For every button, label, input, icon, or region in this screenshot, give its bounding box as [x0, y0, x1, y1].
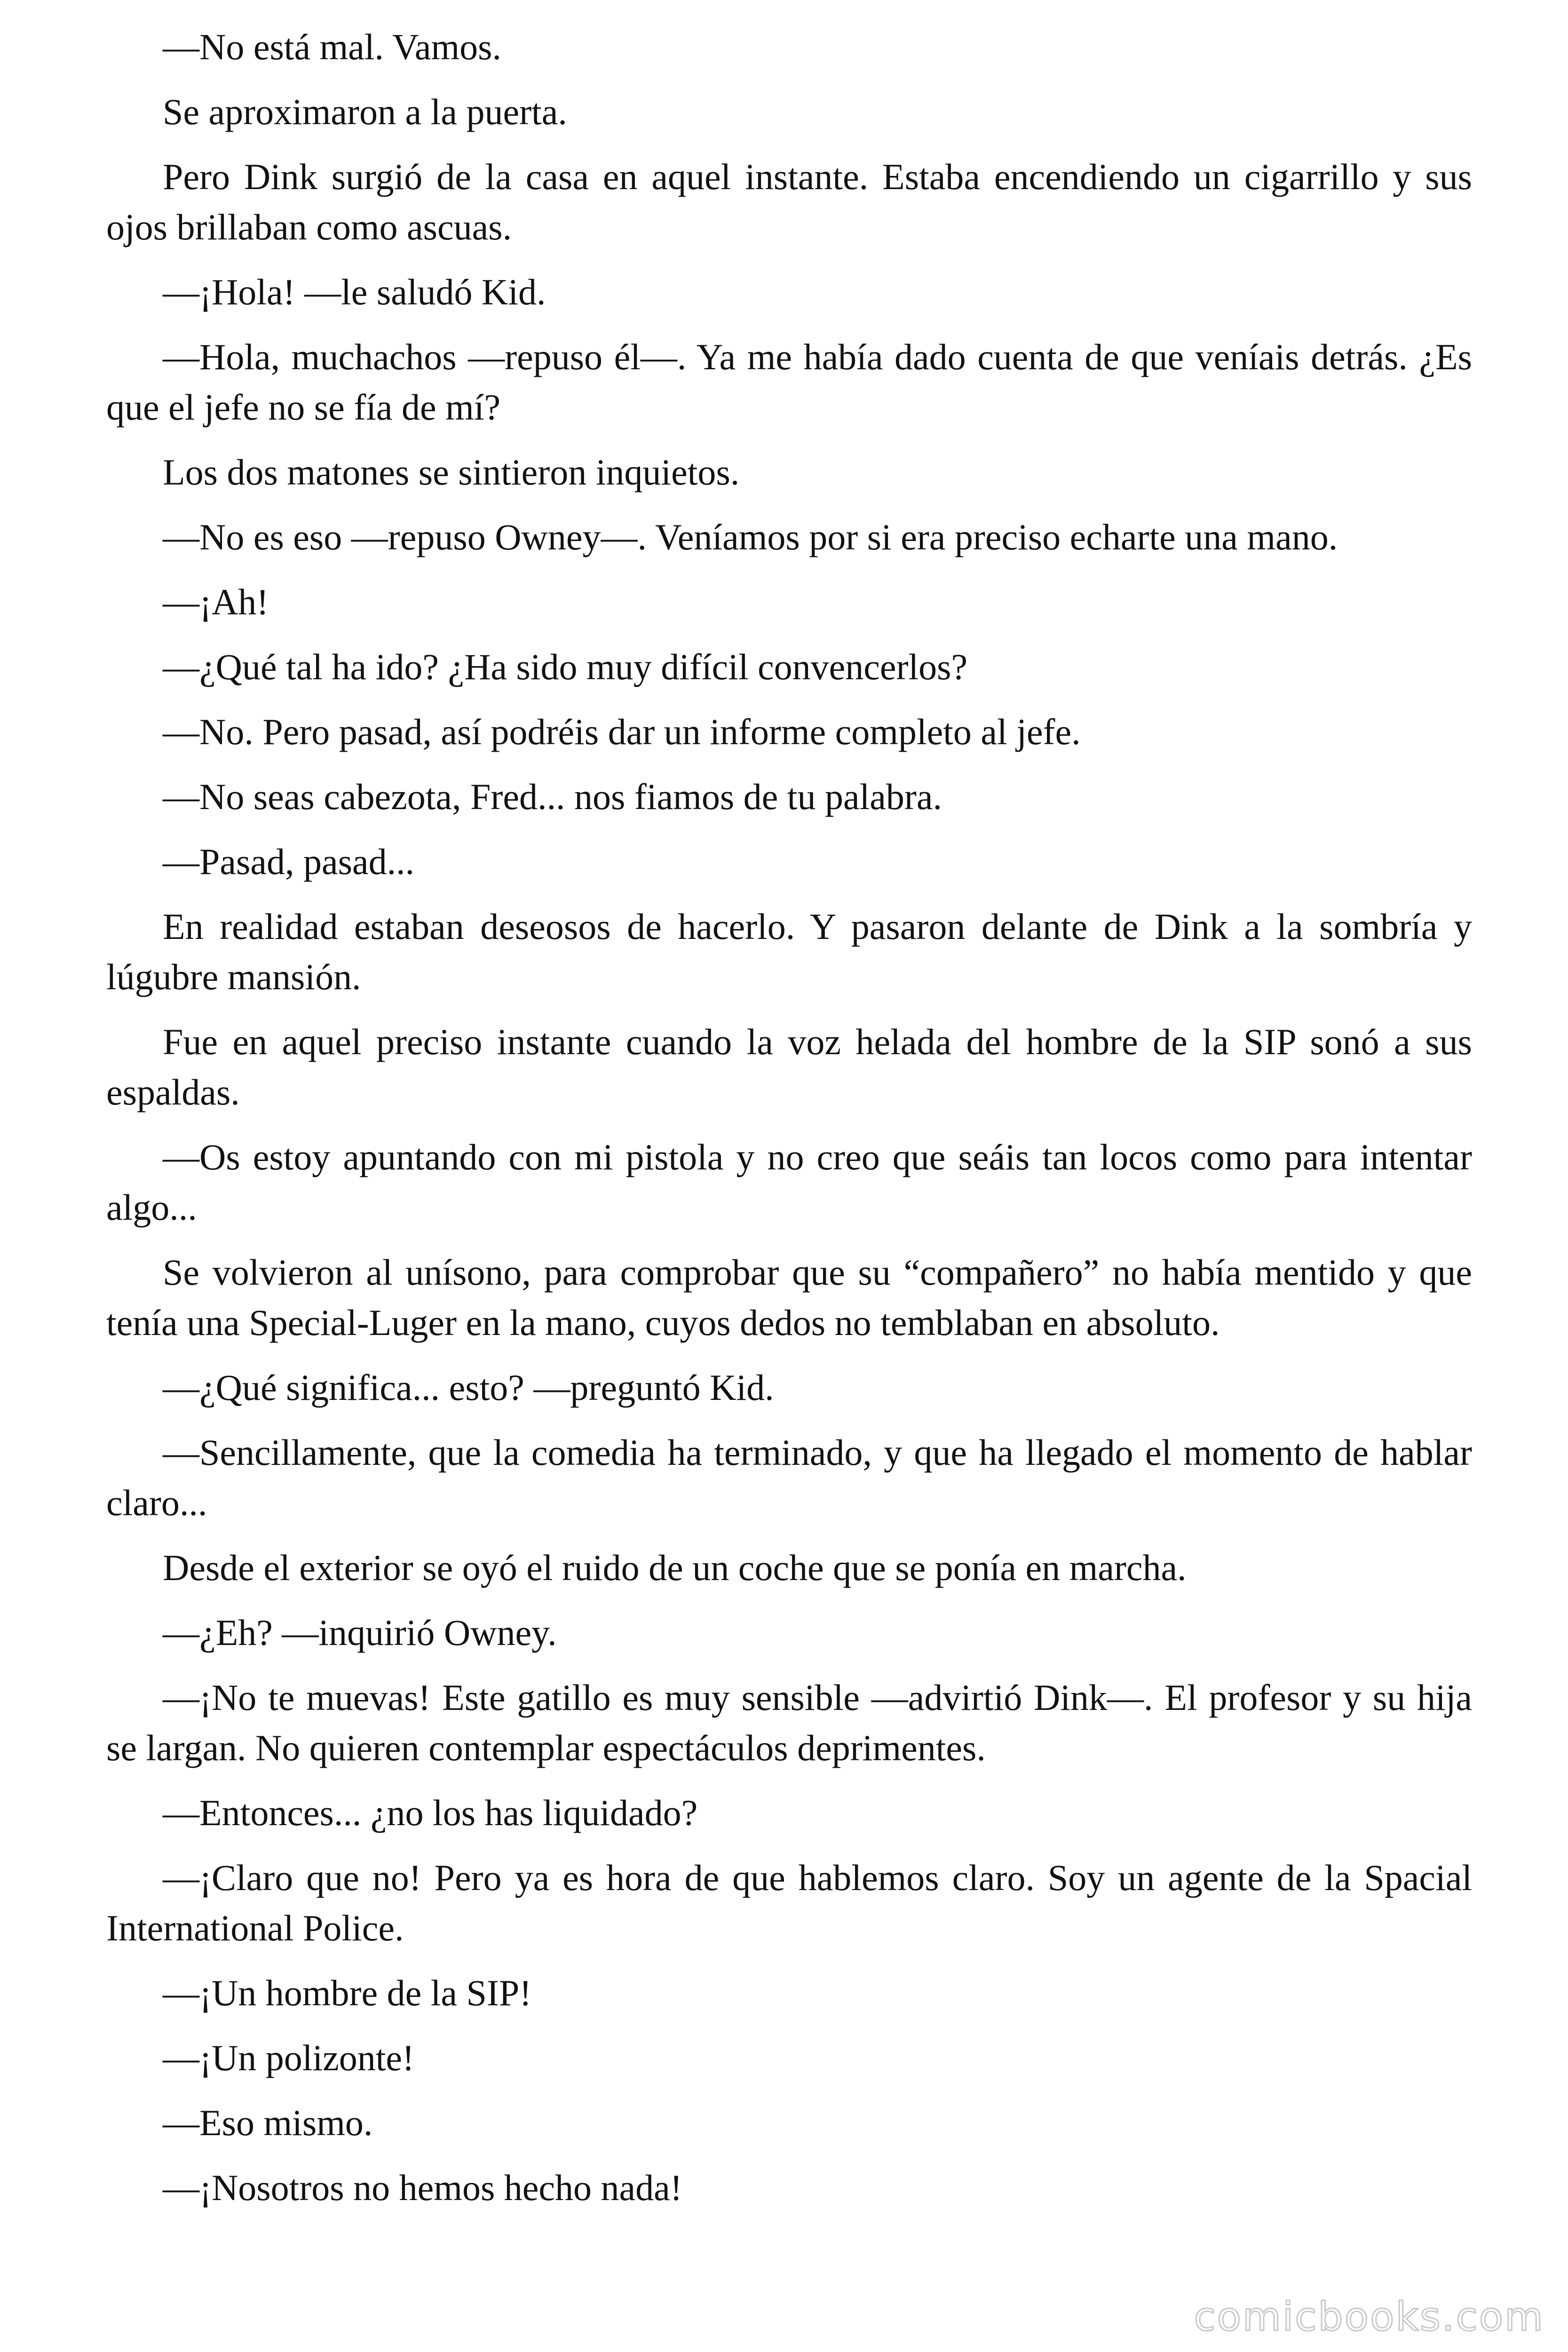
paragraph: Se aproximaron a la puerta.: [163, 91, 567, 132]
body-text: [106, 22, 1472, 2227]
paragraph: —¿Qué tal ha ido? ¿Ha sido muy difícil convencerlos?: [163, 646, 968, 687]
paragraph: —¡Ah!: [163, 581, 269, 622]
watermark: comicbooks.com: [1194, 2294, 1544, 2340]
paragraph: —¡Un polizonte!: [163, 2037, 415, 2078]
paragraph: Los dos matones se sintieron inquietos.: [163, 452, 740, 493]
paragraph: —No seas cabezota, Fred... nos fiamos de tu palabra.: [163, 776, 942, 817]
paragraph: —¿Eh? —inquirió Owney.: [163, 1612, 557, 1653]
paragraph: —¡Nosotros no hemos hecho nada!: [163, 2167, 682, 2208]
paragraph: —¡Hola! —le saludó Kid.: [163, 271, 546, 312]
paragraph: —No. Pero pasad, así podréis dar un informe completo al jefe.: [163, 711, 1081, 752]
paragraph: Desde el exterior se oyó el ruido de un coche que se ponía en marcha.: [163, 1547, 1187, 1588]
paragraph: Se volvieron al unísono, para comprobar que su “compañero” no había mentido y que tenía una Special-Luger en la mano, cuyos dedos no temblaban en absoluto.: [106, 1252, 1472, 1343]
paragraph: —No es eso —repuso Owney—. Veníamos por si era preciso echarte una mano.: [163, 516, 1338, 557]
paragraph: —¡Un hombre de la SIP!: [163, 1972, 532, 2013]
paragraph: En realidad estaban deseosos de hacerlo. Y pasaron delante de Dink a la sombría y lúgubre mansión.: [106, 906, 1472, 997]
paragraph: —Pasad, pasad...: [163, 841, 415, 882]
paragraph: —¡Claro que no! Pero ya es hora de que hablemos claro. Soy un agente de la Spacial International Police.: [106, 1857, 1472, 1948]
paragraph: —¿Qué significa... esto? —preguntó Kid.: [163, 1367, 774, 1408]
paragraph: —Eso mismo.: [163, 2102, 373, 2143]
paragraph: Fue en aquel preciso instante cuando la voz helada del hombre de la SIP sonó a sus espaldas.: [106, 1021, 1472, 1112]
paragraph: —Sencillamente, que la comedia ha terminado, y que ha llegado el momento de hablar claro...: [106, 1432, 1472, 1523]
paragraph: Pero Dink surgió de la casa en aquel instante. Estaba encendiendo un cigarrillo y sus ojos brillaban como ascuas.: [106, 156, 1472, 247]
paragraph: —¡No te muevas! Este gatillo es muy sensible —advirtió Dink—. El profesor y su hija se largan. No quieren contemplar espectáculos deprimentes.: [106, 1677, 1472, 1768]
paragraph: —No está mal. Vamos.: [163, 26, 501, 67]
paragraph: —Os estoy apuntando con mi pistola y no creo que seáis tan locos como para intentar algo...: [106, 1136, 1472, 1228]
paragraph: —Entonces... ¿no los has liquidado?: [163, 1792, 698, 1833]
paragraph: —Hola, muchachos —repuso él—. Ya me había dado cuenta de que veníais detrás. ¿Es que el jefe no se fía de mí?: [106, 336, 1472, 428]
